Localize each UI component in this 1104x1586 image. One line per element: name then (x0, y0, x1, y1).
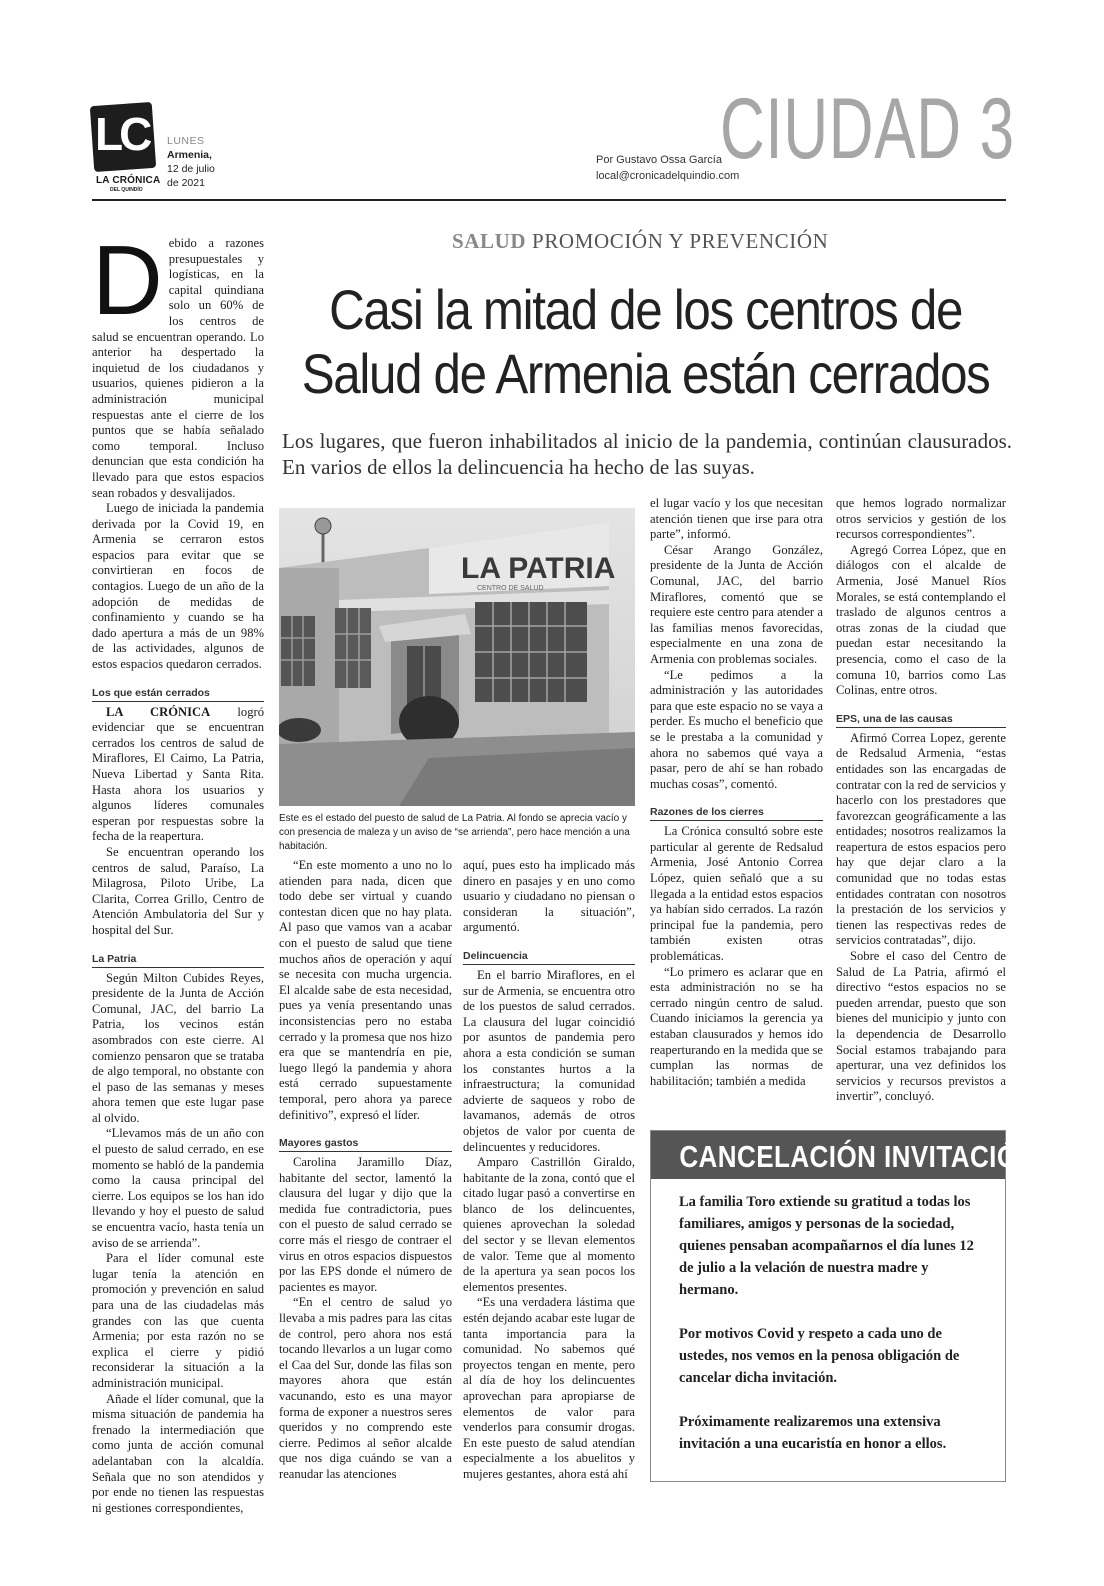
byline (596, 152, 739, 184)
paragraph: Luego de iniciada la pandemia derivada por la Covid 19, en Armenia se cerraron estos espacios para evitar que se convirtieran en focos de contagios. Luego de un año de la adopción de medidas de confinamiento y cuando se ha dado apertura a más de un 98% de las actividades, algunos de estos espacios quedaron cerrados. (92, 501, 264, 672)
column-4 (650, 496, 823, 1089)
paragraph: La Crónica consultó sobre este particular al gerente de Redsalud Armenia, José Antonio Correa López, quien señaló que a su llegada a la entidad estos espacios ya habían sido cerrados. La razón principal fue la pandemia, pero también existen otras problemáticas. (650, 824, 823, 964)
column-2 (279, 858, 452, 1483)
kicker (452, 229, 828, 254)
photo-sign-subtext: CENTRO DE SALUD (477, 585, 544, 592)
drop-cap: D (92, 225, 163, 335)
logo-letters: LC (95, 108, 149, 160)
newspaper-logo (92, 104, 161, 194)
paper-name: LA CRÓNICA (106, 704, 211, 719)
notice-header (651, 1131, 1037, 1179)
deck: Los lugares, que fueron inhabilitados al inicio de la pandemia, continúan clausurados. En varios de ellos la delincuencia ha hecho de las suyas. (282, 429, 1012, 479)
paragraph (92, 705, 264, 845)
paragraph: el lugar vacío y los que necesitan atención tienen que irse para otra parte”, informó. (650, 496, 823, 542)
p3-text: logró evidenciar que se encuentran cerrados los centros de salud de Miraflores, El Caimo, La Patria, Nueva Libertad y Santa Rita. Hasta ahora los usuarios y algunos líderes comunales esperan por respuestas sobre la fecha de la reapertura. (92, 704, 265, 844)
paragraph: Añade el líder comunal, que la misma situación de pandemia ha frenado la intermediación que como junta de acción comunal adelantaban con la alcaldía. Señala que no son atendidos y por ende no tienen las respuestas ni gestiones correspondientes, (92, 1391, 264, 1515)
column-3 (463, 858, 635, 1483)
p1-text: ebido a razones presupuestales y logísticas, en la capital quindiana solo un 60% de los centros de salud se encuentran operando. Lo anterior ha despertado la inquietud de los ciudadanos y usuarios, quienes pidieron a la administración municipal respuestas ante el cierre de los puntos que se había señalado como temporal. Incluso denuncian que esta condición ha llevado para que estos espacios sean robados y desvalijados. (92, 236, 264, 500)
paragraph: Según Milton Cubides Reyes, presidente de la Junta de Acción Comunal, JAC, del barrio La Patria, los vecinos están asombrados con este cierre. Al comienzo pensaron que se trataba de algo temporal, no obstante con el paso de las semanas y meses ahora temen que este lugar pase al olvido. (92, 970, 264, 1125)
author-email[interactable]: local@cronicadelquindio.com (596, 170, 740, 182)
city-label: Armenia, (167, 149, 212, 161)
subhead-razones: Razones de los cierres (650, 806, 823, 821)
notice-title: CANCELACIÓN INVITACIÓN (679, 1139, 1037, 1174)
column-1 (92, 225, 265, 1516)
paragraph: “Llevamos más de un año con el puesto de salud cerrado, en ese momento se habló de la pandemia como la causa principal del cierre. Los equipos se los han ido llevando y hoy el puesto de salud se encuentra vacío, hasta tenía un aviso de se arrienda”. (92, 1126, 264, 1250)
subhead-cerrados: Los que están cerrados (92, 687, 264, 702)
paragraph: “Le pedimos a la administración y las autoridades para que este espacio no se vaya a perder. Es mucho el beneficio que se le prestaba a la comunidad y ahora no sabemos qué vaya a pasar, pero de ahí se han robado muchas cosas”, comentó. (650, 667, 823, 791)
paragraph: Agregó Correa López, que en diálogos con el alcalde de Armenia, José Manuel Ríos Morales, se está contemplando el traslado de algunos centros a otras zonas de la ciudad que puedan estar necesitando la presencia, como el caso de la comuna 10, barrios como Las Colinas, entre otros. (836, 542, 1006, 698)
kicker-rest: PROMOCIÓN Y PREVENCIÓN (526, 229, 829, 253)
photo-sign-text: LA PATRIA (461, 552, 616, 585)
paragraph: Se encuentran operando los centros de salud, Paraíso, La Milagrosa, Piloto Uribe, La Clarita, Correa Grillo, Centro de Atención Ambulatoria del Sur y hospital del Sur. (92, 844, 264, 937)
subhead-la-patria: La Patria (92, 953, 264, 968)
paragraph: Carolina Jaramillo Díaz, habitante del sector, lamentó la clausura del lugar y dijo que la medida fue contradictoria, pues con el puesto de salud cerrado se corre más el riesgo de contraer el virus en otros espacios dispuestos por las EPS donde el número de pacientes es mayor. (279, 1155, 452, 1294)
headline: Casi la mitad de los centros de Salud de Armenia están cerrados (301, 278, 990, 405)
logo-subtitle: DEL QUINDÍO (110, 187, 143, 193)
paragraph: “En el centro de salud yo llevaba a mis padres para las citas de control, pero ahora nos está tocando llevarlos a un lugar como el Caa del Sur, donde las filas son mayores ahora que están vacunando, esto es una mayor forma de exponer a nuestros seres queridos y no comprendo este cierre. Pedimos al señor alcalde que nos diga cuándo se van a reanudar las atenciones (279, 1295, 452, 1481)
paragraph: Sobre el caso del Centro de Salud de La Patria, afirmó el directivo “estos espacios no se pueden arrendar, puesto que son bienes del municipio y junto con la dependencia de Desarrollo Social estamos trabajando para aperturar, una vez definidos los servicios y recursos previstos a invertir”, concluyó. (836, 949, 1006, 1104)
section-title: CIUDAD 3 (720, 81, 1015, 177)
paragraph: aquí, pues esto ha implicado más dinero en pasajes y en uno como usuario y ciudadano no piensan o consideran la situación”, argumentó. (463, 858, 635, 935)
photo-caption: Este es el estado del puesto de salud de La Patria. Al fondo se aprecia vacío y con presencia de maleza y un aviso de “se arrienda”, pero hace mención a una habitación. (279, 813, 630, 852)
paragraph: Afirmó Correa Lopez, gerente de Redsalud Armenia, “estas entidades son las encargadas de contratar con la red de servicios y hacerlo con los prestadores que favorezcan geográficamente a las entidades; nosotros realizamos la reapertura de estos espacios pero hay que dejar claro a la comunidad que no todas estas entidades contratan con nosotros la prestación de los servicios y tienen las respectivas redes de servicios contratadas”, dijo. (836, 730, 1006, 948)
cancellation-notice (650, 1130, 1037, 1482)
date-line-2: de 2021 (167, 177, 205, 189)
paragraph: que hemos logrado normalizar otros servicios y gestión de los recursos correspondientes”. (836, 496, 1006, 542)
subhead-eps: EPS, una de las causas (836, 713, 1006, 728)
paragraph: Para el líder comunal este lugar tenía la atención en promoción y prevención en salud para una de las ciudadelas más grandes con las que cuenta Armenia; por esta razón no se explica el cierre y pidió reconsiderar la situación a la administración municipal. (92, 1251, 264, 1390)
date-block (167, 134, 215, 190)
subhead-delincuencia: Delincuencia (463, 950, 635, 965)
paragraph: César Arango González, presidente de la Junta de Acción Comunal, JAC, del barrio Miraflores, comentó que se requiere este centro para atender a las familias menos favorecidas, especialmente en una zona de Armenia con problemas sociales. (650, 542, 823, 666)
paragraph: “Lo primero es aclarar que en esta administración no se ha cerrado ningún centro de salud. Cuando iniciamos la gerencia ya estaban clausurados y hemos ido reaperturando en la medida que se cumplan las normas de habilitación; también a medida (650, 964, 823, 1088)
notice-paragraph: Próximamente realizaremos una extensiva invitación a una eucaristía en honor a ellos. (679, 1414, 947, 1452)
paragraph: “Es una verdadera lástima que estén dejando acabar este lugar de tanta importancia para la comunidad. No sabemos qué proyectos tengan en mente, pero al día de hoy los delincuentes aprovechan para apropiarse de elementos de valor para venderlos para consumir drogas. En este puesto de salud atendían especialmente a los abuelitos y mujeres gestantes, ahora está ahí (463, 1295, 635, 1481)
header-rule (92, 199, 1006, 201)
paragraph: En el barrio Miraflores, en el sur de Armenia, se encuentra otro de los puestos de salud cerrados. La clausura del lugar coincidió por asuntos de pandemia pero ahora a esta condición se suman los constantes hurtos a la infraestructura; la comunidad advierte de saqueos y robo de lavamanos, además de otros objetos de valor por cuenta de delincuentes y reducidores. (463, 967, 635, 1154)
notice-body (679, 1191, 985, 1477)
notice-paragraph: La familia Toro extiende su gratitud a todas los familiares, amigos y personas de la sociedad, quienes pensaban acompañarnos el día lunes 12 de julio a la velación de nuestra madre y hermano. (679, 1194, 974, 1298)
notice-paragraph: Por motivos Covid y respeto a cada uno de ustedes, nos vemos en la penosa obligación de cancelar dicha invitación. (679, 1326, 960, 1386)
date-line-1: 12 de julio (167, 163, 215, 175)
paragraph: “En este momento a uno no lo atienden para nada, dicen que todo debe ser virtual y cuando contestan dicen que no hay plata. Al paso que vamos van a acabar con el puesto de salud que tiene muchos años de operación y aquí se necesita con mucha urgencia. El alcalde sabe de esta necesidad, pues ya venía presentando unas inconsistencias pero no estaba cerrado y la promesa que nos hizo era que se mantendría en pie, luego llegó la pandemia y ahora está cerrado supuestamente temporal, pero ahora ya parece definitivo”, expresó el líder. (279, 858, 452, 1122)
day-label: LUNES (167, 135, 205, 147)
kicker-bold: SALUD (452, 229, 527, 253)
logo-name: LA CRÓNICA (96, 175, 161, 186)
subhead-mayores-gastos: Mayores gastos (279, 1137, 452, 1152)
paragraph: Amparo Castrillón Giraldo, habitante de la zona, contó que el citado lugar pasó a convertirse en blanco de los delincuentes, quienes aprovechan la soledad del sector y se llevan elementos de valor. Teme que al momento de la apertura ya sean pocos los elementos presentes. (463, 1155, 635, 1294)
health-center-photo (279, 508, 635, 806)
author: Por Gustavo Ossa García (596, 154, 722, 166)
article-photo (279, 508, 635, 806)
column-5 (836, 496, 1006, 1105)
lead-paragraph (92, 225, 264, 501)
